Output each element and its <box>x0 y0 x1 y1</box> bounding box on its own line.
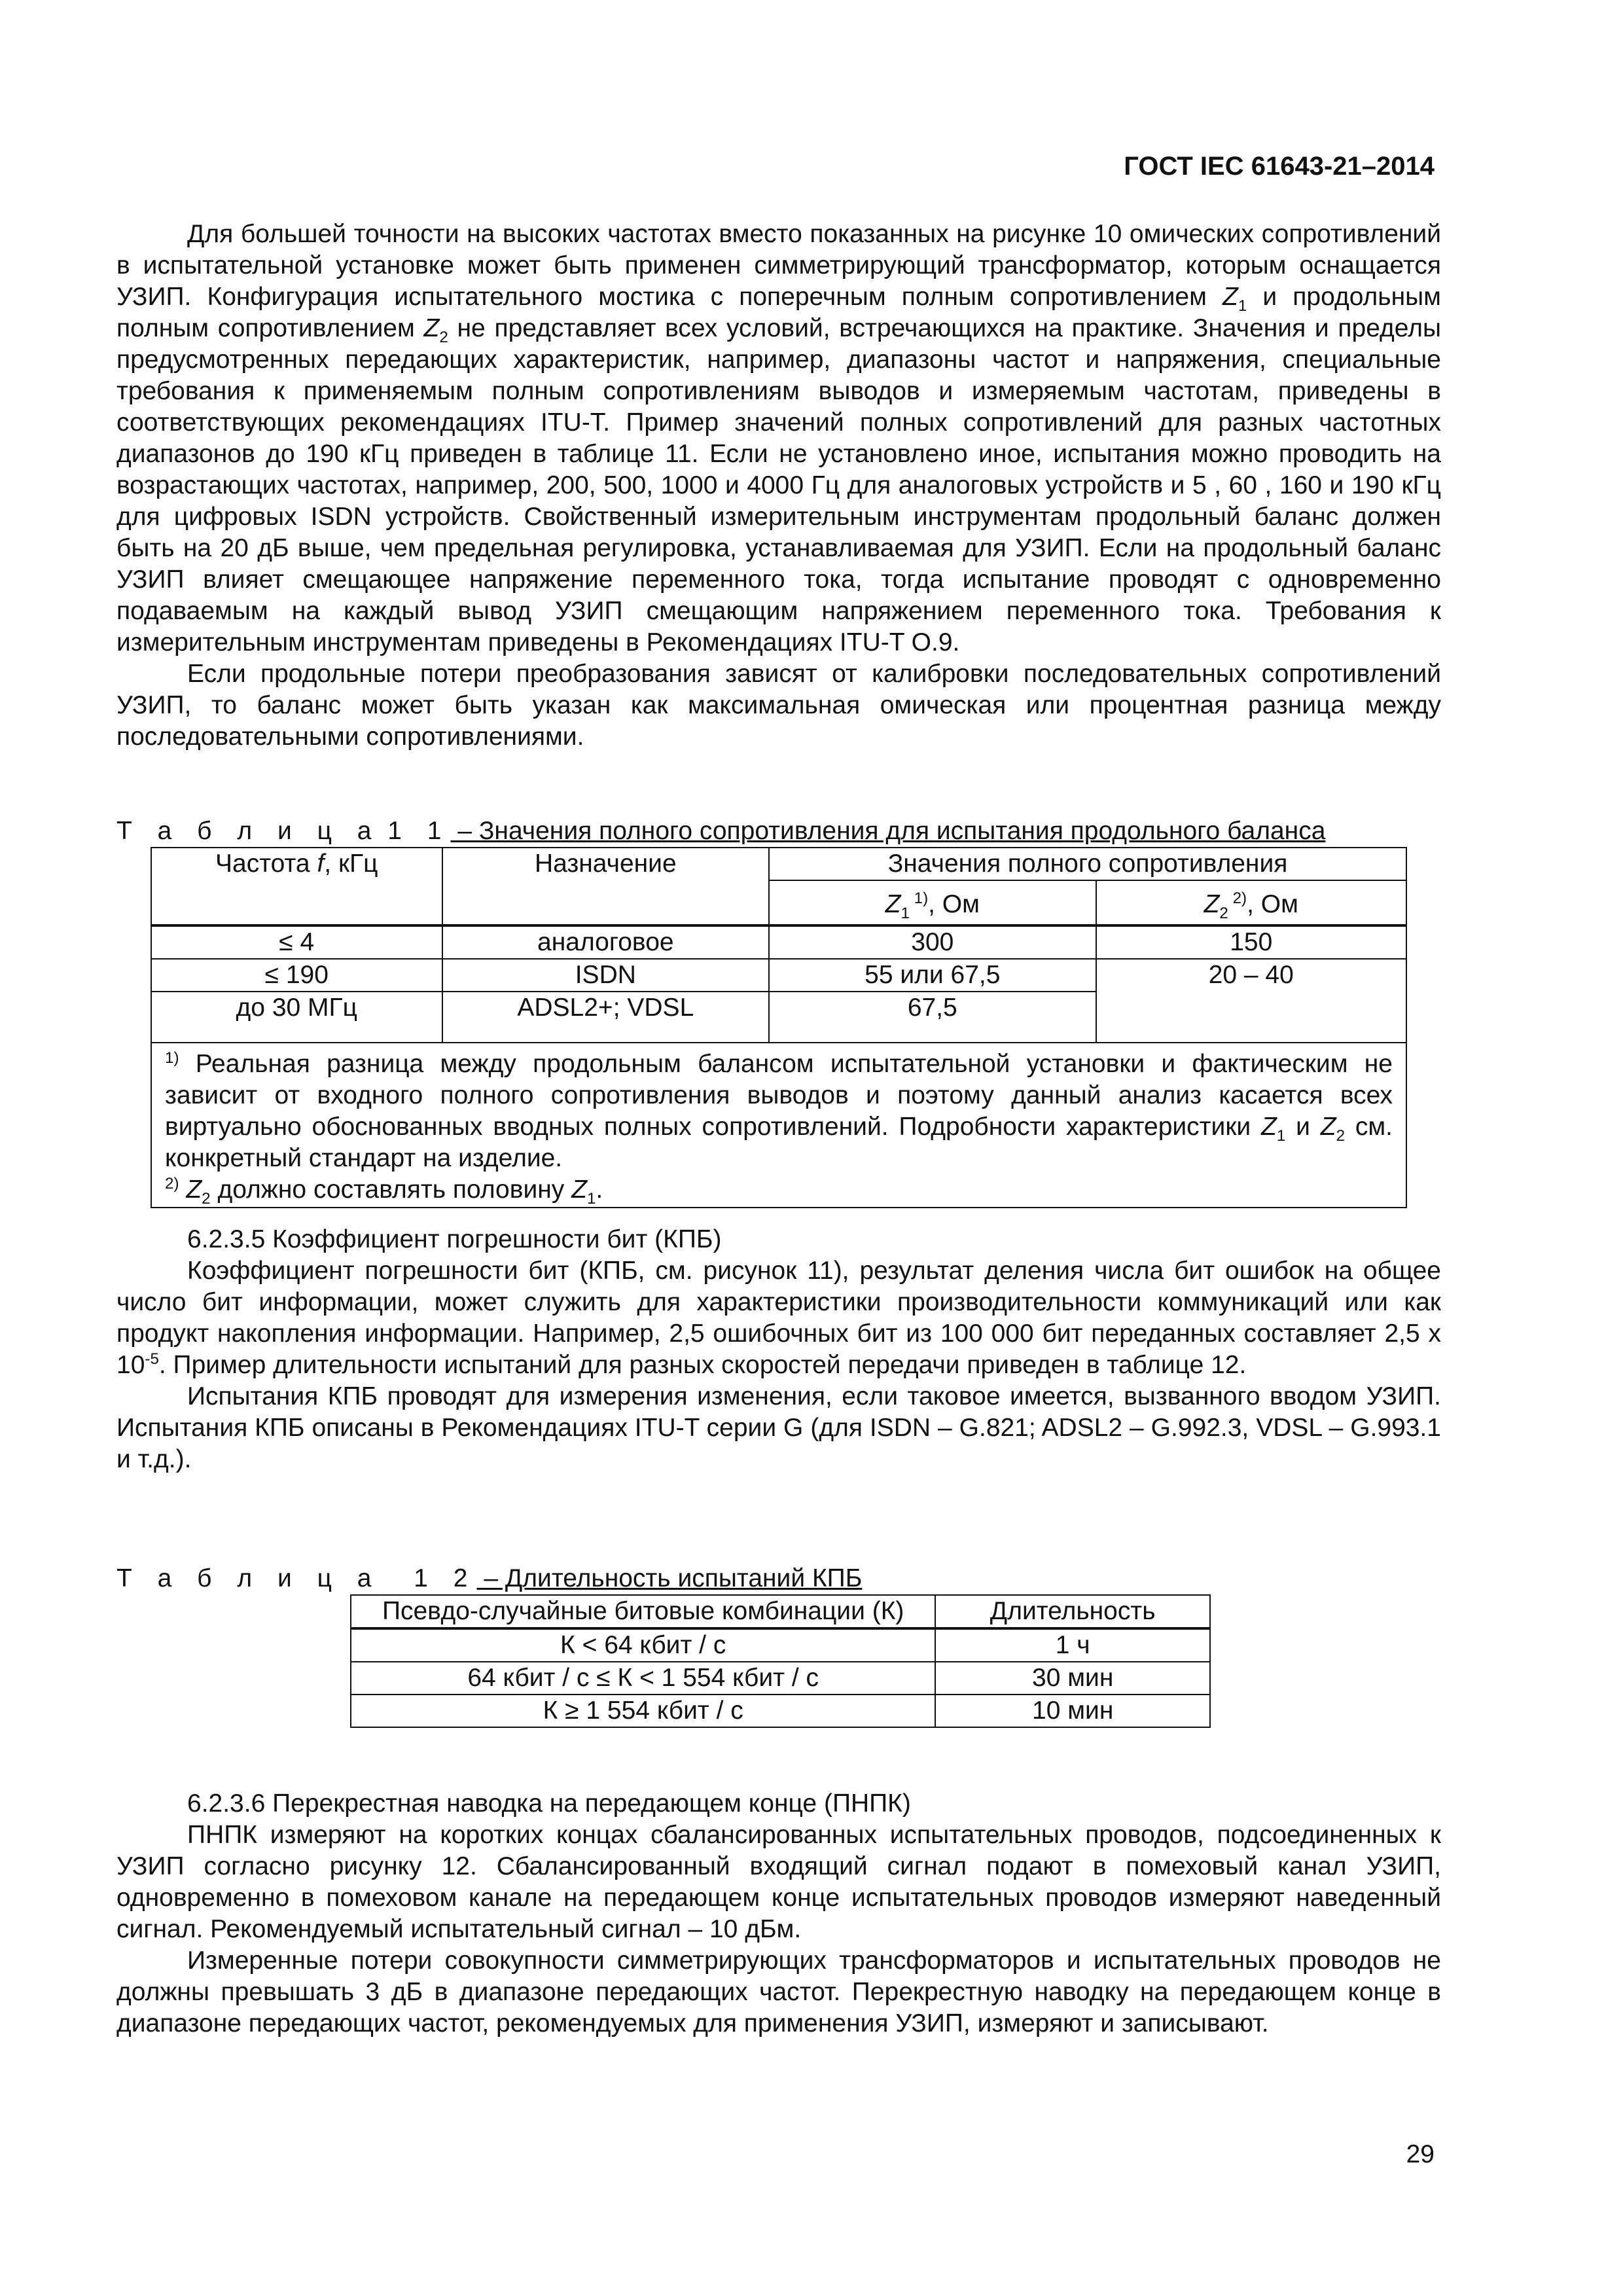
intro-text-b: и продольным полным сопротивлением <box>116 283 1441 342</box>
table-number: 1 2 <box>414 1564 477 1592</box>
table-header-row <box>351 1595 1210 1628</box>
page-number: 29 <box>1406 2140 1435 2168</box>
section-paragraph: ПНПК измеряют на коротких концах сбалансированных испытательных проводов, подсоединенных к УЗИП согласно рисунку 12. Сбалансированный входящий сигнал подают в помеховый канал УЗИП, одновременно в помеховом канале на передающем конце испытательных проводов измеряют наведенный сигнал. Рекомендуемый испытательный сигнал – 10 дБм. <box>116 1821 1441 1943</box>
z-symbol: Z <box>1222 283 1238 311</box>
table-11 <box>151 847 1407 1208</box>
cell-z2: 20 – 40 <box>1096 959 1406 1043</box>
header-pattern: Псевдо-случайные битовые комбинации (К) <box>351 1595 935 1628</box>
table-row <box>351 1695 1210 1727</box>
header-z2: $Z_2$ $^{2)}$, Ом <box>1096 880 1406 925</box>
standard-header: ГОСТ IEC 61643-21–2014 <box>1124 152 1435 181</box>
header-purpose: Назначение <box>442 848 770 925</box>
cell-z1: 67,5 <box>769 992 1096 1043</box>
table11-caption <box>116 816 1325 847</box>
section-6235 <box>116 1224 1441 1475</box>
cell-pattern: 64 кбит / с ≤ К < 1 554 кбит / с <box>351 1662 935 1695</box>
table-row <box>151 959 1406 992</box>
section-heading: 6.2.3.6 Перекрестная наводка на передающем конце (ПНПК) <box>187 1789 911 1818</box>
table-row <box>351 1628 1210 1662</box>
z-symbol: Z <box>423 314 440 342</box>
table-notes <box>151 1043 1406 1208</box>
intro-text-c: не представляет всех условий, встречающихся на практике. Значения и пределы предусмотренных передающих характеристик, например, диапазоны частот и напряжения, специальные требования к применяемым полным сопротивлениям выводов и измеряемым частотам, приведены в соответствующих рекомендациях ITU-T. Пример значений полных сопротивлений для разных частотных диапазонов до 190 кГц приведен в таблице 11. Если не установлено иное, испытания можно проводить на возрастающих частотах, например, 200, 500, 1000 и 4000 Гц для аналоговых устройств и 5 , 60 , 160 и 190 кГц для цифровых ISDN устройств. Свойственный измерительным инструментам продольный баланс должен быть на 20 дБ выше, чем предельная регулировка, устанавливаемая для УЗИП. Если на продольный баланс УЗИП влияет смещающее напряжение переменного тока, тогда испытание проводят с одновременно подаваемым на каждый вывод УЗИП смещающим напряжением переменного тока. Требования к измерительным инструментам приведены в Рекомендациях ITU-T O.9. <box>116 314 1441 656</box>
cell-purpose: ADSL2+; VDSL <box>442 992 770 1043</box>
header-frequency: Частота f, кГц <box>151 848 442 925</box>
table-title: – Длительность испытаний КПБ <box>476 1564 863 1592</box>
table-row <box>351 1662 1210 1695</box>
section-paragraph: Измеренные потери совокупности симметрирующих трансформаторов и испытательных проводов не должны превышать 3 дБ в диапазоне передающих частот. Перекрестную наводку на передающем конце в диапазоне передающих частот, рекомендуемых для применения УЗИП, измеряют и записывают. <box>116 1946 1441 2037</box>
cell-frequency: ≤ 4 <box>151 925 442 959</box>
note-2: $^{2)}$ $Z_2$ должно составлять половину $Z_1$. <box>165 1175 603 1208</box>
header-z1: $Z_1$ $^{1)}$, Ом <box>769 880 1096 925</box>
intro-section <box>116 219 1441 753</box>
note-1: $^{1)}$ Реальная разница между продольным балансом испытательной установки и фактическим не зависит от входного полного сопротивления выводов и поэтому данный анализ касается всех виртуально обоснованных вводных полных сопротивлений. Подробности характеристики $Z_1$ и $Z_2$ см. конкретный стандарт на изделие. <box>165 1049 1393 1172</box>
section-6236 <box>116 1788 1441 2039</box>
cell-pattern: К < 64 кбит / с <box>351 1628 935 1662</box>
header-duration: Длительность <box>935 1595 1210 1628</box>
cell-frequency: ≤ 190 <box>151 959 442 992</box>
table-number: 1 1 <box>387 817 451 845</box>
cell-pattern: К ≥ 1 554 кбит / с <box>351 1695 935 1727</box>
section-paragraph: Коэффициент погрешности бит (КПБ, см. рисунок 11), результат деления числа бит ошибок на общее число бит информации, может служить для характеристики производительности коммуникаций или как продукт накопления информации. Например, 2,5 ошибочных бит из 100 000 бит переданных составляет 2,5 х $10^{-5}$. Пример длительности испытаний для разных скоростей передачи приведен в таблице 12. <box>116 1257 1441 1379</box>
table-header-row <box>151 848 1406 880</box>
cell-duration: 10 мин <box>935 1695 1210 1727</box>
intro-paragraph-2: Если продольные потери преобразования зависят от калибровки последовательных сопротивлений УЗИП, то баланс может быть указан как максимальная омическая или процентная разница между последовательными сопротивлениями. <box>116 660 1441 751</box>
section-heading: 6.2.3.5 Коэффициент погрешности бит (КПБ) <box>187 1225 722 1253</box>
cell-z1: 300 <box>769 925 1096 959</box>
cell-z1: 55 или 67,5 <box>769 959 1096 992</box>
table-title: – Значения полного сопротивления для испытания продольного баланса <box>450 817 1326 845</box>
intro-text-a: Для большей точности на высоких частотах вместо показанных на рисунке 10 омических сопротивлений в испытательной установке может быть применен симметрирующий трансформатор, которым оснащается УЗИП. Конфигурация испытательного мостика с поперечным полным сопротивлением <box>116 220 1441 311</box>
z-subscript: 2 <box>439 328 448 346</box>
table-label: Т а б л и ц а <box>116 1564 381 1592</box>
table-12 <box>350 1594 1211 1728</box>
cell-duration: 1 ч <box>935 1628 1210 1662</box>
header-values: Значения полного сопротивления <box>769 848 1406 880</box>
section-paragraph: Испытания КПБ проводят для измерения изменения, если таковое имеется, вызванного вводом УЗИП. Испытания КПБ описаны в Рекомендациях ITU-T серии G (для ISDN – G.821; ADSL2 – G.992.3, VDSL – G.993.1 и т.д.). <box>116 1382 1441 1473</box>
cell-purpose: ISDN <box>442 959 770 992</box>
cell-purpose: аналоговое <box>442 925 770 959</box>
z-subscript: 1 <box>1238 296 1247 315</box>
table-row <box>151 925 1406 959</box>
cell-frequency: до 30 МГц <box>151 992 442 1043</box>
table12-caption <box>116 1563 862 1594</box>
cell-duration: 30 мин <box>935 1662 1210 1695</box>
cell-z2: 150 <box>1096 925 1406 959</box>
intro-paragraph-1 <box>116 219 1441 658</box>
table-notes-row <box>151 1043 1406 1208</box>
table-label: Т а б л и ц а <box>116 817 381 845</box>
